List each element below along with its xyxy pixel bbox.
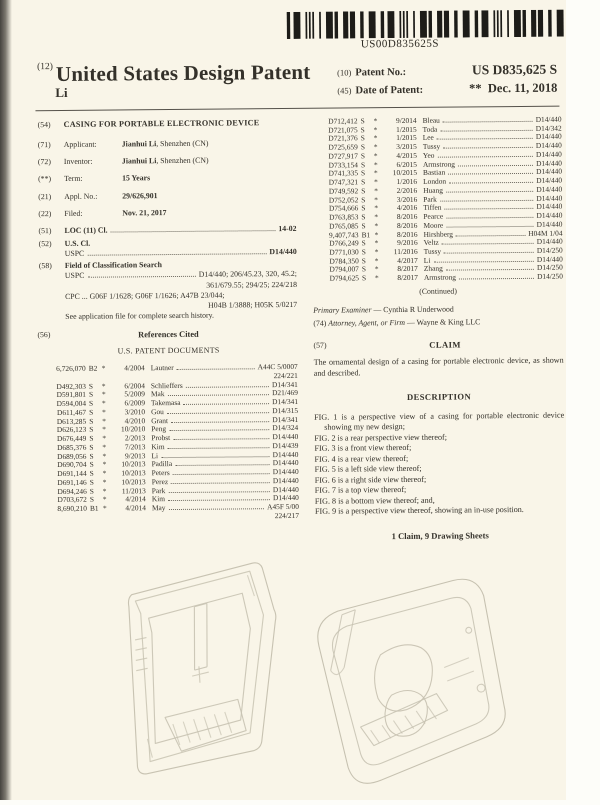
references-subtitle: U.S. PATENT DOCUMENTS	[117, 345, 220, 356]
figure-description-line: FIG. 9 is a perspective view thereof, showing an in-use position.	[314, 505, 524, 517]
figure-drawing-perspective	[95, 545, 307, 787]
attorney-code: (74)	[313, 318, 327, 328]
filing-date: Nov. 21, 2017	[122, 208, 167, 218]
references-table-right	[312, 116, 563, 284]
inventor-location: , Shenzhen (CN)	[156, 155, 209, 166]
field-code: (21)	[38, 191, 52, 201]
fos-cpc-line1: CPC ... G06F 1/1628; G06F 1/1626; A47B 23/044;	[65, 290, 225, 301]
reference-entry: D685,376 S * 7/2013 Kim D14/439	[57, 440, 299, 452]
figure-description-line: FIG. 4 is a rear view thereof;	[314, 453, 409, 464]
figure-description-line: FIG. 6 is a right side view thereof;	[314, 474, 427, 485]
document-header	[37, 58, 557, 104]
field-label: Inventor:	[63, 156, 93, 167]
loc-value: 14-02	[278, 224, 297, 234]
dotted-leader	[161, 456, 270, 458]
barcode	[287, 10, 569, 51]
reference-entry: D691,146 S * 10/2013 Perez D14/440	[57, 475, 299, 487]
references-title: References Cited	[138, 329, 199, 340]
dotted-leader	[183, 403, 269, 405]
references-heading	[39, 328, 297, 341]
field-code: (52)	[38, 238, 52, 248]
claim-code: (57)	[313, 340, 327, 350]
reference-entry: D721,376 S * 1/2015 Lee D14/440	[328, 132, 562, 144]
attorney-row	[313, 316, 563, 328]
applicant-name: Jianhui Li	[121, 138, 157, 149]
reference-entry: D691,144 S * 10/2013 Peters D14/440	[57, 467, 299, 479]
dotted-leader	[444, 208, 533, 210]
dotted-leader	[440, 130, 532, 132]
reference-entry: D492,303 S * 6/2004 Schlieffers D14/341	[56, 379, 298, 391]
reference-entry: 8,690,210 B1 * 4/2014 May A45F 5/00 224/217	[57, 501, 300, 520]
right-column	[312, 116, 566, 543]
reference-entry: D626,123 S * 10/2010 Peng D14/324	[56, 423, 299, 435]
term-value: 15 Years	[122, 173, 151, 183]
figure-description-line: FIG. 1 is a perspective view of a casing for portable electronic device showing my new design;	[314, 410, 565, 433]
figure-description-line: FIG. 3 is a front view thereof;	[314, 443, 412, 454]
applicant-value	[122, 138, 296, 150]
header-left	[37, 60, 337, 104]
fos-uspc-label: USPC	[64, 271, 85, 281]
field-label: Appl. No.:	[64, 191, 98, 201]
claims-sheets-note: 1 Claim, 9 Drawing Sheets	[391, 530, 489, 542]
reference-entry: D725,659 S * 3/2015 Tussy D14/440	[328, 140, 562, 152]
header-right	[337, 58, 557, 101]
dotted-leader	[449, 182, 533, 184]
dotted-leader	[186, 386, 269, 388]
reference-entry: D754,666 S * 4/2016 Tiffen D14/440	[328, 201, 563, 213]
dotted-leader	[459, 278, 534, 280]
reference-entry: D771,030 S * 11/2016 Tussy D14/250	[329, 245, 563, 257]
date-code: (45)	[337, 85, 352, 96]
dotted-leader	[444, 252, 534, 254]
dotted-leader	[168, 447, 270, 449]
fos-note: See application file for complete search history.	[65, 311, 214, 322]
references-continued-note: (Continued)	[419, 286, 457, 296]
dotted-leader	[433, 261, 534, 263]
body-columns	[38, 116, 566, 546]
uspc-label: USPC	[64, 248, 85, 258]
examiner-label: Primary Examiner	[313, 305, 372, 316]
dotted-leader	[448, 173, 533, 175]
dotted-leader	[446, 226, 533, 228]
barcode-bars-image	[287, 10, 569, 39]
field-code: (72)	[37, 157, 51, 167]
reference-entry: D727,917 S * 4/2015 Yeo D14/440	[328, 149, 562, 161]
reference-entry: D794,007 S * 8/2017 Zhang D14/250	[329, 263, 563, 275]
reference-entry: D591,801 S * 5/2009 Mak D21/469	[56, 388, 298, 400]
field-classification-search	[39, 259, 298, 323]
fos-uspc-value: D14/440; 206/45.23, 320, 45.2;	[198, 269, 297, 280]
field-label: Term:	[64, 174, 83, 184]
examiner-name: Cynthia R Underwood	[383, 304, 454, 315]
field-applicant	[38, 138, 296, 151]
loc-label: LOC (11) Cl.	[64, 225, 108, 236]
dotted-leader	[443, 147, 533, 149]
dotted-leader	[175, 465, 270, 467]
patent-number-row	[337, 62, 557, 80]
field-code: (51)	[38, 226, 52, 236]
field-title	[38, 118, 296, 131]
dotted-leader	[446, 269, 534, 271]
dotted-leader	[87, 276, 195, 278]
term-marker: **	[469, 81, 482, 96]
invention-title: CASING FOR PORTABLE ELECTRONIC DEVICE	[63, 118, 260, 129]
reference-entry: D712,412 S * 9/2014 Bleau D14/440	[328, 114, 562, 126]
fos-cpc-line2: H04B 1/3888; H05K 5/0217	[208, 300, 298, 310]
dotted-leader	[169, 430, 269, 432]
field-code: (**)	[38, 174, 52, 184]
figure-drawing-rear-perspective	[286, 576, 523, 798]
field-inventor	[38, 155, 296, 168]
reference-entry: D752,052 S * 3/2016 Park D14/440	[328, 193, 563, 205]
field-us-class	[39, 236, 297, 259]
reference-entry: 9,407,743 B1 * 8/2016 Hirshberg H04M 1/04	[328, 228, 563, 240]
dotted-leader	[171, 482, 270, 484]
patent-date-row	[337, 81, 557, 98]
reference-entry: D766,249 S * 9/2016 Veltz D14/440	[329, 236, 563, 248]
field-label: Filed:	[64, 208, 83, 218]
dotted-leader	[437, 156, 533, 158]
uspc-value: D14/440	[269, 246, 297, 256]
dotted-leader	[443, 121, 533, 123]
claim-text: The ornamental design of a casing for portable electronic device, as shown and described.	[313, 355, 564, 378]
dotted-leader	[171, 421, 269, 423]
dotted-leader	[168, 395, 270, 397]
doc-kind-code: (12)	[37, 62, 53, 73]
reference-entry: D676,449 S * 2/2013 Probst D14/440	[56, 432, 299, 444]
left-column	[38, 118, 300, 546]
description-lines	[314, 410, 565, 517]
date-label: Date of Patent:	[355, 84, 424, 97]
field-code: (54)	[37, 120, 51, 130]
dotted-leader	[173, 438, 269, 440]
attorney-label: Attorney, Agent, or Firm	[328, 317, 406, 328]
reference-entry: D747,321 S * 1/2016 London D14/440	[328, 175, 563, 187]
header-divider	[35, 106, 559, 112]
reference-entry: D694,246 S * 11/2013 Park D14/440	[57, 484, 299, 496]
dotted-leader	[458, 165, 533, 167]
reference-entry: D690,704 S * 10/2013 Padilla D14/440	[57, 458, 299, 470]
dotted-leader	[87, 253, 266, 256]
claim-heading-row	[313, 338, 563, 352]
fos-block	[65, 259, 298, 323]
field-label: Applicant:	[63, 139, 97, 149]
claim-heading: CLAIM	[429, 339, 461, 350]
patent-no-label: Patent No.:	[355, 66, 407, 79]
dotted-leader	[111, 230, 276, 232]
field-code: (22)	[38, 209, 52, 219]
loc-class-line	[64, 224, 296, 236]
references-code: (56)	[37, 329, 51, 339]
uspc-line	[65, 247, 297, 259]
reference-entry: D749,592 S * 2/2016 Huang D14/440	[328, 184, 563, 196]
attorney-name: Wayne & King LLC	[416, 316, 481, 327]
reference-entry: D613,285 S * 4/2010 Grant D14/341	[56, 414, 299, 426]
figure-description-line: FIG. 5 is a left side view thereof;	[314, 464, 422, 475]
field-term	[38, 172, 296, 185]
dotted-leader	[446, 217, 533, 219]
field-code: (71)	[37, 139, 51, 150]
inventor-value	[122, 155, 296, 167]
application-number: 29/626,901	[122, 190, 158, 201]
patent-date	[469, 81, 557, 97]
reference-entry: D689,056 S * 9/2013 Li D14/440	[57, 449, 299, 461]
dotted-leader	[169, 508, 265, 510]
uscl-label: U.S. Cl.	[64, 238, 91, 248]
dotted-leader	[167, 412, 269, 414]
patent-no-code: (10)	[337, 67, 352, 78]
dotted-leader	[168, 491, 270, 493]
figure-description-line: FIG. 8 is a bottom view thereof; and,	[314, 495, 435, 506]
dotted-leader	[456, 234, 525, 236]
field-appl-no	[38, 190, 296, 203]
reference-entry: D733,154 S * 6/2015 Armstrong D14/440	[328, 158, 562, 170]
reference-entry: D763,853 S * 8/2016 Pearce D14/440	[329, 210, 563, 222]
field-loc-class	[38, 224, 296, 237]
inventor-surname: Li	[55, 84, 68, 101]
field-code: (58)	[38, 261, 52, 271]
fos-label: Field of Classification Search	[64, 260, 162, 271]
dotted-leader	[173, 473, 270, 475]
field-filed	[38, 207, 296, 220]
reference-entry: D594,004 S * 6/2009 Takemasa D14/341	[56, 397, 299, 409]
us-class-block	[65, 236, 297, 259]
dash-separator: —	[373, 305, 382, 315]
figure-description-line: FIG. 7 is a top view thereof;	[314, 485, 407, 496]
inventor-name: Jianhui Li	[121, 156, 157, 166]
dotted-leader	[440, 199, 534, 201]
reference-entry: D611,467 S * 3/2010 Gou D14/315	[56, 405, 299, 417]
figure-description-line: FIG. 2 is a rear perspective view thereof;	[314, 432, 447, 443]
dotted-leader	[446, 191, 533, 193]
dotted-leader	[177, 369, 255, 371]
reference-entry: D784,350 S * 4/2017 Li D14/440	[329, 254, 563, 266]
date-value: Dec. 11, 2018	[487, 80, 558, 96]
photo-page-edge	[0, 0, 12, 800]
references-table-left	[40, 363, 299, 522]
reference-entry: D703,672 S * 4/2014 Kim D14/440	[57, 493, 299, 505]
fos-uspc-value-cont: 361/679.55; 294/25; 224/218	[206, 279, 298, 290]
barcode-text: US00D835625S	[360, 37, 440, 51]
reference-entry: D794,625 S * 8/2017 Armstrong D14/250	[329, 271, 563, 283]
patent-number: US D835,625 S	[471, 61, 558, 78]
dash-separator: —	[406, 317, 415, 327]
description-heading: DESCRIPTION	[406, 391, 472, 403]
reference-entry: 6,726,070 B2 * 4/2004 Lautner A44C 5/0007 224/221	[56, 362, 298, 381]
page-content	[9, 0, 570, 802]
reference-entry: D741,335 S * 10/2015 Bastian D14/440	[328, 167, 563, 179]
reference-entry: D765,085 S * 8/2016 Moore D14/440	[329, 219, 563, 231]
dotted-leader	[437, 138, 533, 140]
applicant-location: , Shenzhen (CN)	[156, 138, 209, 148]
document-title: United States Design Patent	[55, 59, 311, 87]
dotted-leader	[168, 499, 270, 501]
reference-entry: D721,075 S * 1/2015 Toda D14/342	[328, 123, 562, 135]
examiner-row	[313, 304, 563, 316]
dotted-leader	[442, 243, 534, 245]
